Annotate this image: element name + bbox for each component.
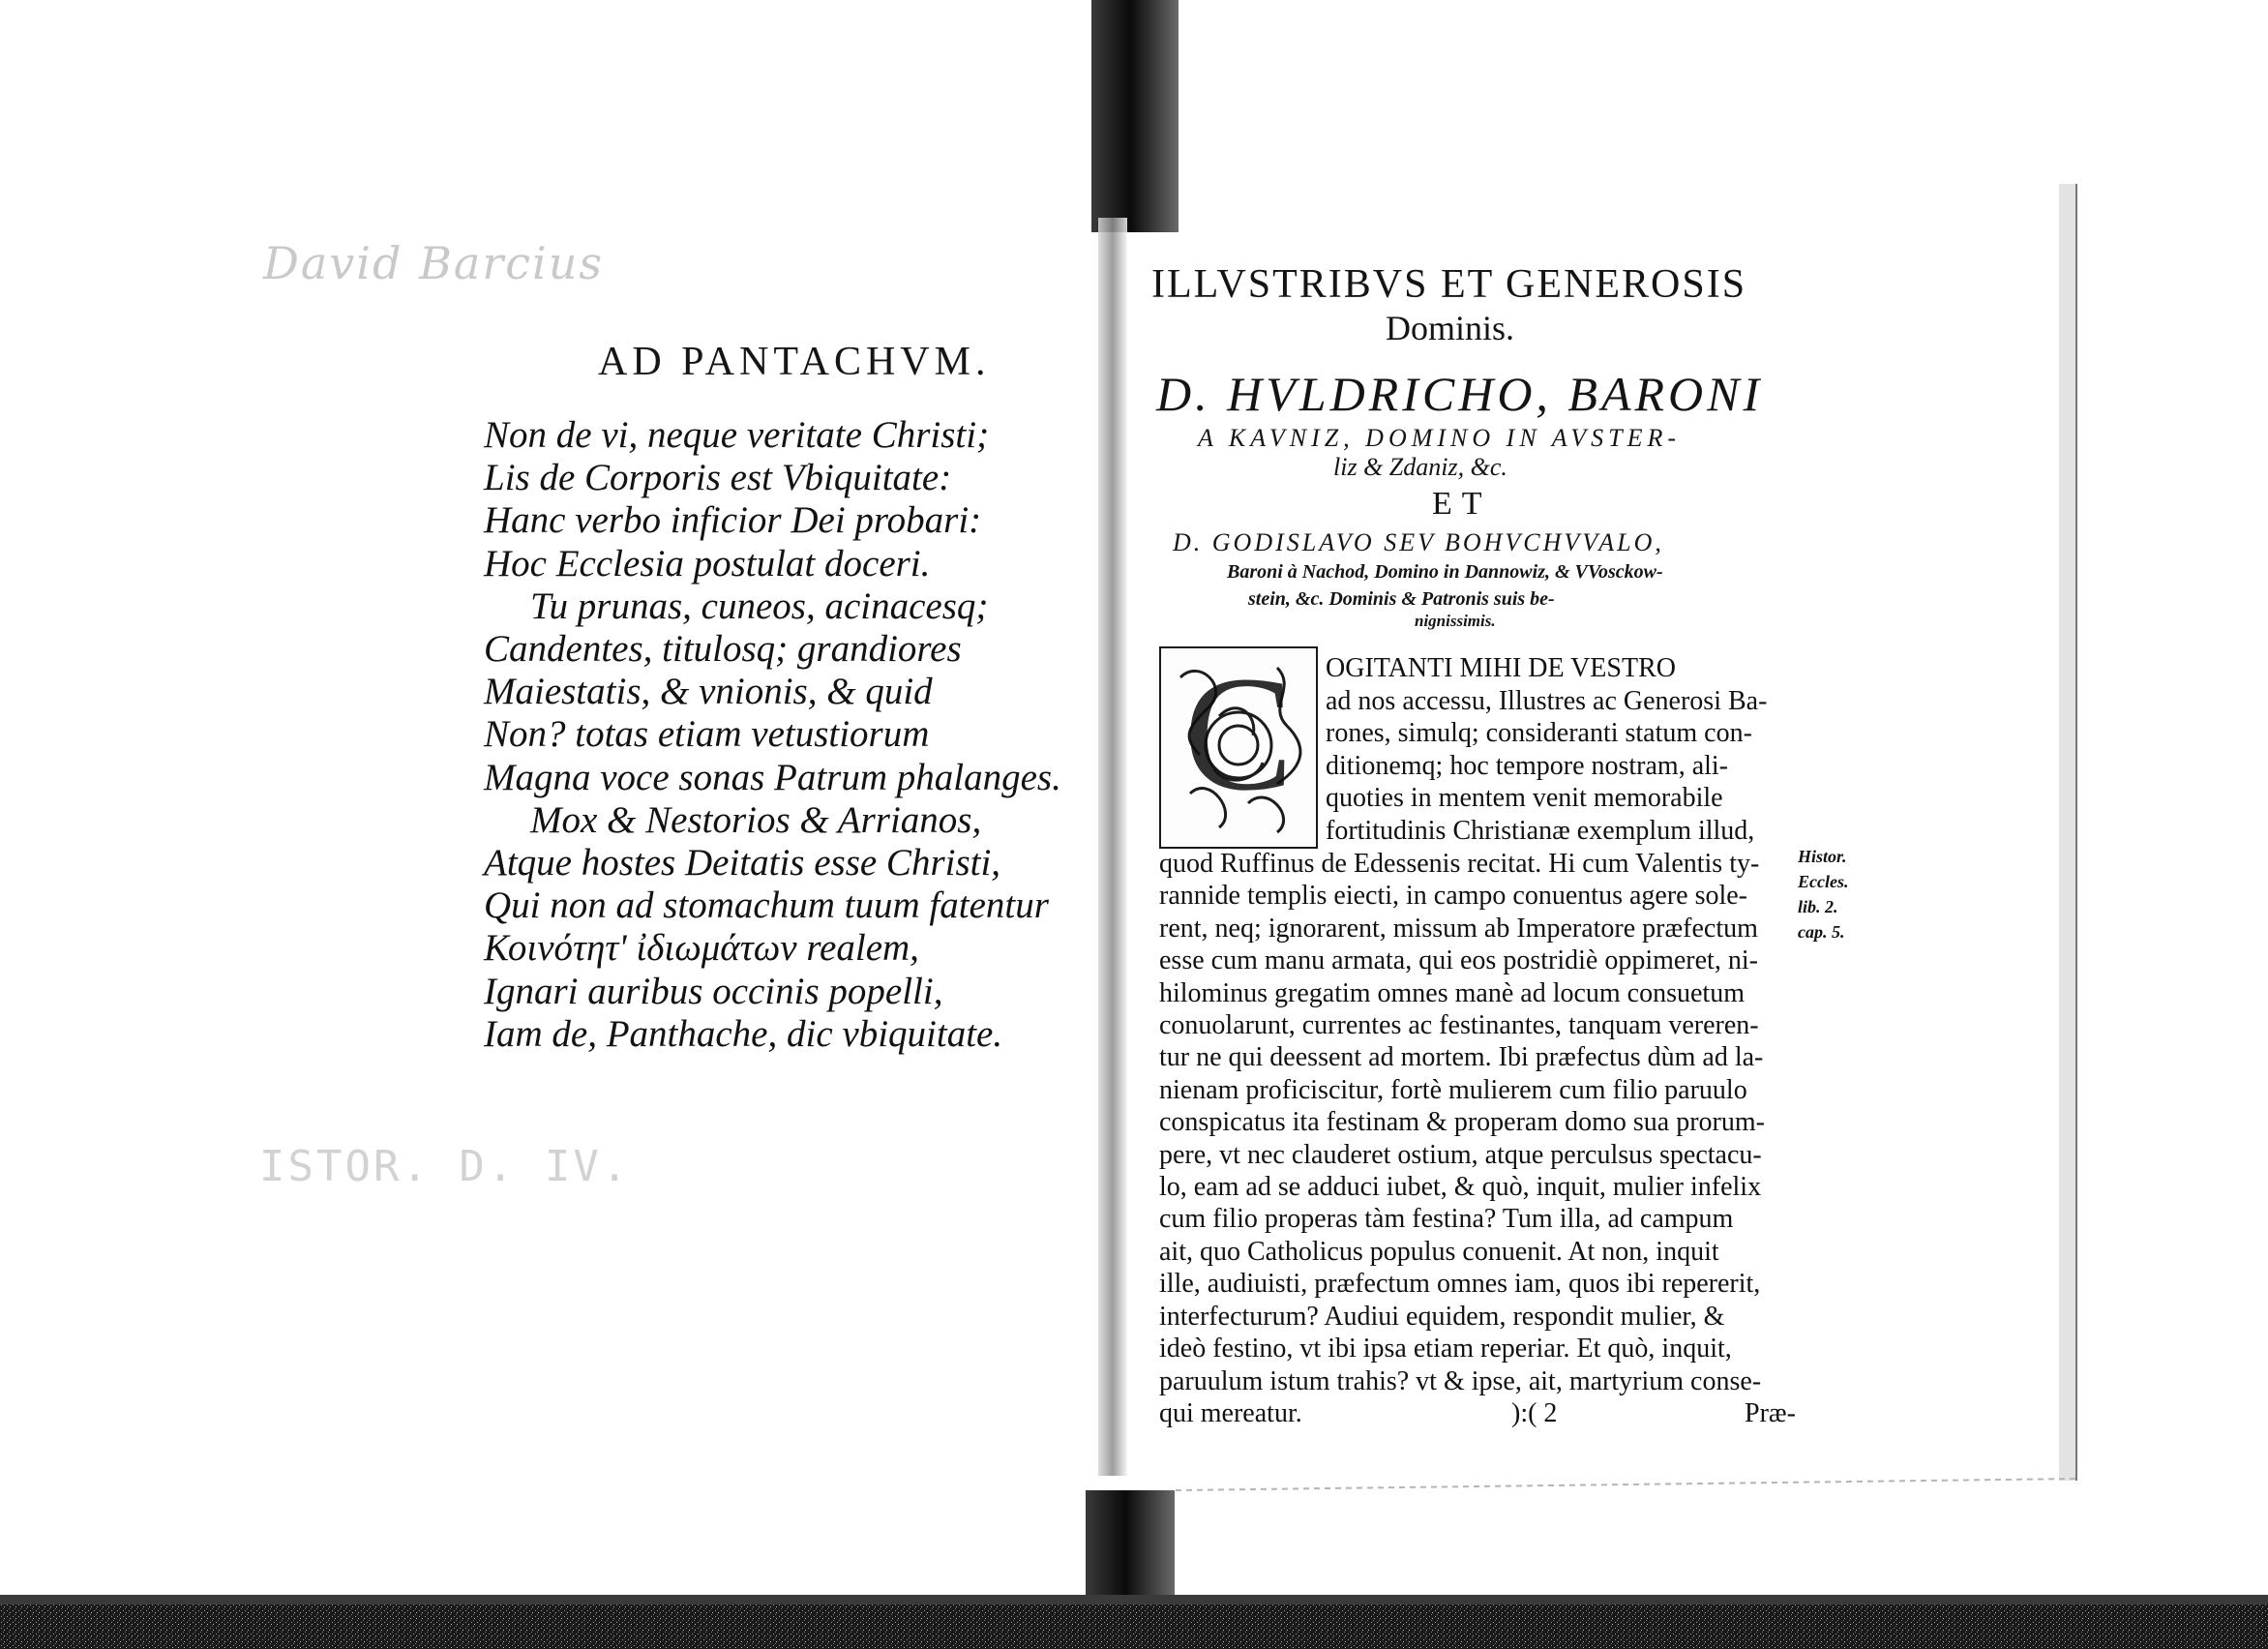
text-line: tur ne qui deessent ad mortem. Ibi præfectus dùm ad la-: [1159, 1042, 1764, 1073]
last-line-text: qui mereatur.: [1159, 1397, 1302, 1428]
poem-line: Mox & Nestorios & Arrianos,: [530, 798, 982, 841]
text-line: nienam proficiscitur, fortè mulierem cum filio paruulo: [1159, 1074, 1747, 1105]
poem-line: Ignari auribus occinis popelli,: [484, 970, 943, 1012]
initial-letter: C: [1183, 646, 1294, 824]
text-line: OGITANTI MIHI DE VESTRO: [1326, 653, 1676, 683]
margin-note: [1798, 844, 1848, 944]
text-line: lo, eam ad se adduci iubet, & quò, inquit, mulier infelix: [1159, 1172, 1762, 1203]
text-line: paruulum istum trahis? vt & ipse, ait, martyrium conse-: [1159, 1365, 1762, 1396]
text-line: ditionemq; hoc tempore nostram, ali-: [1326, 750, 1729, 781]
text-line: ait, quo Catholicus populus conuenit. At non, inquit: [1159, 1236, 1719, 1267]
text-line: rones, simulq; consideranti statum con-: [1326, 718, 1752, 749]
text-line: interfecturum? Audiui equidem, respondit mulier, &: [1159, 1301, 1725, 1332]
poem-line: Tu prunas, cuneos, acinacesq;: [530, 585, 989, 627]
text-line: rannide templis eiecti, in campo conuentus agere sole-: [1159, 881, 1748, 912]
poem-line: Hoc Ecclesia postulat doceri.: [484, 542, 931, 585]
poem: [484, 414, 1061, 1056]
text-line: esse cum manu armata, qui eos postridiè oppimeret, ni-: [1159, 945, 1758, 976]
text-line: rent, neq; ignorarent, missum ab Imperatore præfectum: [1159, 913, 1758, 944]
dedication-heading-6: ET: [1432, 486, 1492, 522]
decorated-initial: [1159, 646, 1318, 849]
poem-line: Iam de, Panthache, dic vbiquitate.: [484, 1012, 1003, 1055]
dedication-heading-9: stein, &c. Dominis & Patronis suis be-: [1248, 588, 1555, 610]
poem-line: Hanc verbo inficior Dei probari:: [484, 499, 982, 542]
catchword: Præ-: [1745, 1397, 1796, 1428]
poem-line: Qui non ad stomachum tuum fatentur: [484, 884, 1049, 927]
body-text: [1159, 848, 1796, 1429]
dedication-heading-10: nignissimis.: [1415, 612, 1496, 630]
text-line: cum filio properas tàm festina? Tum illa, ad campum: [1159, 1204, 1734, 1235]
poem-line: Non? totas etiam vetustiorum: [484, 713, 930, 756]
bottom-band-gradient: [0, 1595, 2268, 1604]
dedication-heading-3: D. HVLDRICHO, BARONI: [1156, 367, 1764, 421]
poem-line: Non de vi, neque veritate Christi;: [484, 414, 990, 456]
faded-stamp: ISTOR. D. IV.: [259, 1142, 631, 1191]
text-line: conuolarunt, currentes ac festinantes, tanquam vereren-: [1159, 1010, 1759, 1041]
text-line: quoties in mentem venit memorabile: [1326, 783, 1723, 814]
dedication-heading-7: D. GODISLAVO SEV BOHVCHVVALO,: [1173, 528, 1664, 556]
poem-line: Candentes, titulosq; grandiores: [484, 628, 962, 671]
margin-note-line: Eccles.: [1798, 872, 1849, 891]
text-line-last: [1159, 1397, 1796, 1429]
text-line: quod Ruffinus de Edessenis recitat. Hi cum Valentis ty-: [1159, 849, 1760, 879]
text-line: hilominus gregatim omnes manè ad locum consuetum: [1159, 977, 1745, 1008]
text-line: ideò festino, vt ibi ipsa etiam reperiar. Et quò, inquit,: [1159, 1334, 1732, 1364]
margin-note-line: Histor.: [1798, 847, 1847, 866]
poem-line: Maiestatis, & vnionis, & quid: [484, 671, 933, 713]
dedication-heading-8: Baroni à Nachod, Domino in Dannowiz, & VVosckow-: [1227, 561, 1663, 583]
poem-line: Lis de Corporis est Vbiquitate:: [484, 457, 952, 499]
signature-mark: ):( 2: [1511, 1397, 1558, 1428]
dedication-heading-2: Dominis.: [1386, 309, 1515, 347]
text-line: conspicatus ita festinam & properam domo sua prorum-: [1159, 1107, 1765, 1138]
page-bottom-edge: [1176, 1479, 2076, 1490]
margin-note-line: lib. 2.: [1798, 897, 1838, 916]
poem-title: AD PANTACHVM.: [598, 340, 991, 384]
dedication-heading-5: liz & Zdaniz, &c.: [1333, 453, 1507, 481]
text-line: pere, vt nec clauderet ostium, atque perculsus spectacu-: [1159, 1139, 1762, 1170]
margin-note-line: cap. 5.: [1798, 922, 1845, 942]
text-line: fortitudinis Christianæ exemplum illud,: [1326, 815, 1755, 846]
poem-line: Magna voce sonas Patrum phalanges.: [484, 756, 1061, 798]
text-line: ad nos accessu, Illustres ac Generosi Ba-: [1326, 685, 1768, 716]
text-line: ille, audiuisti, præfectum omnes iam, quos ibi repererit,: [1159, 1269, 1761, 1300]
poem-line: Atque hostes Deitatis esse Christi,: [484, 842, 1001, 884]
gutter-spine: [1098, 218, 1127, 1476]
body-text-beside-initial: [1326, 652, 1767, 848]
faded-signature: David Barcius: [263, 237, 604, 289]
dedication-heading-1: ILLVSTRIBVS ET GENEROSIS: [1151, 262, 1747, 307]
gutter-top: [1091, 0, 1179, 232]
gutter-bottom: [1086, 1490, 1175, 1597]
dedication-heading-4: A KAVNIZ, DOMINO IN AVSTER-: [1198, 424, 1682, 452]
poem-line: Κοινότητ' ἰδιωμάτων realem,: [484, 927, 919, 970]
page-edge-right: [2059, 184, 2076, 1481]
